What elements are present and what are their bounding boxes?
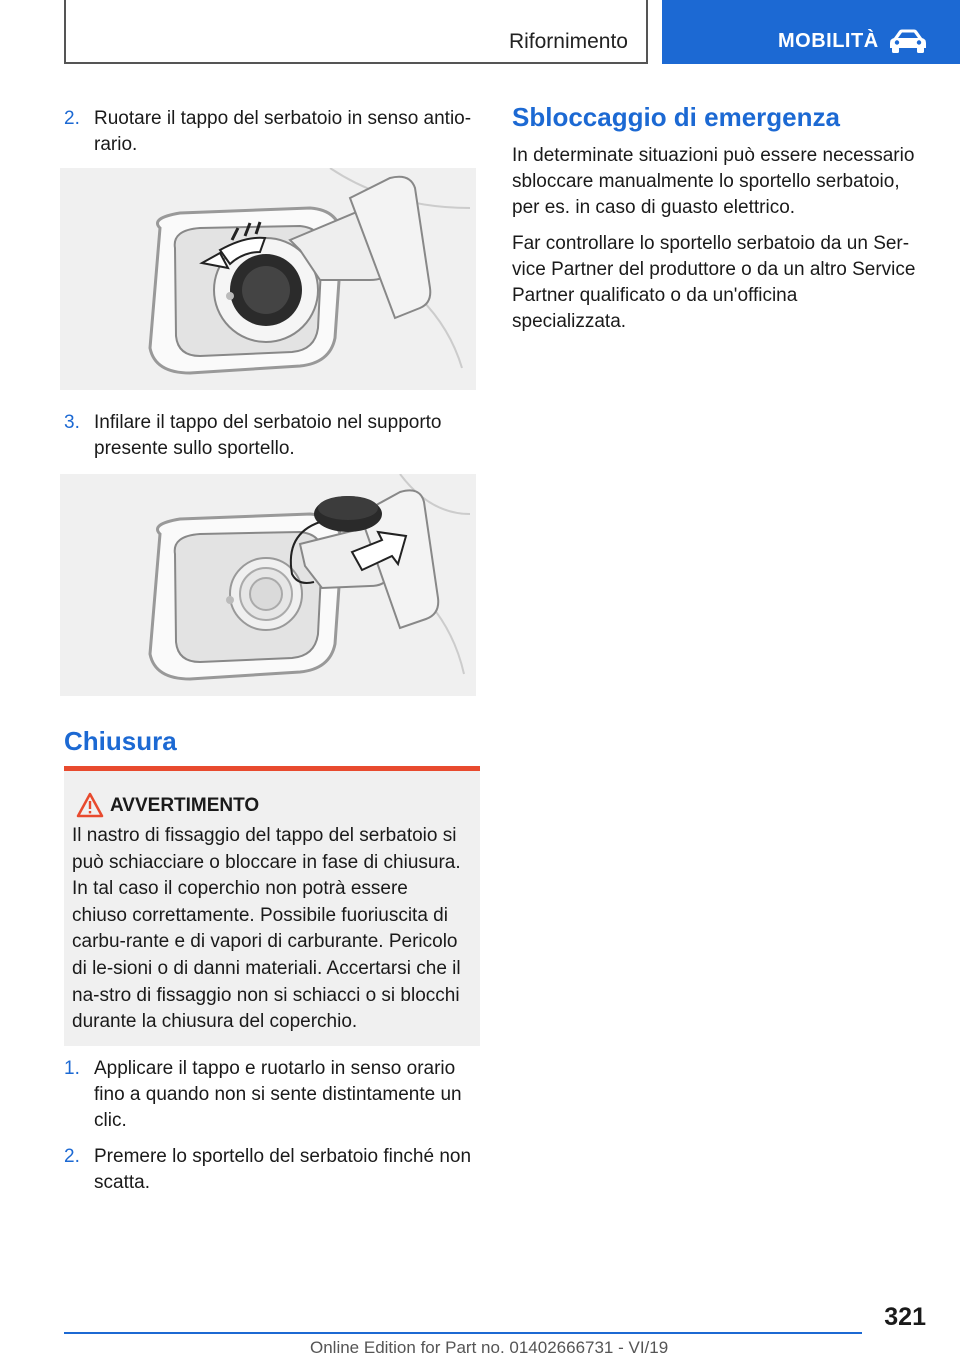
- footer-edition-text: Online Edition for Part no. 01402666731 - VI/19: [310, 1338, 669, 1357]
- step-list-top: [64, 106, 478, 168]
- step-text: Premere lo sportello del serbatoio finché non scatta.: [94, 1146, 472, 1193]
- fuel-cap-rotate-illustration: [60, 168, 476, 390]
- header-section-box: [64, 0, 648, 64]
- step-text: Applicare il tappo e ruotarlo in senso orario fino a quando non si sente distintamente un clic.: [94, 1058, 462, 1131]
- paragraph: Far controllare lo sportello serbatoio da un Ser-vice Partner del produttore o da un altro Service Partner qualificato o da un'officina specializzata.: [512, 233, 916, 332]
- fuel-cap-holder-illustration: [60, 474, 476, 696]
- car-icon: [888, 28, 928, 54]
- paragraph: In determinate situazioni può essere necessario sbloccare manualmente lo sportello serbatoio, per es. in caso di guasto elettrico.: [512, 145, 915, 218]
- chapter-tab-label: MOBILITÀ: [778, 30, 879, 52]
- step-text: Infilare il tappo del serbatoio nel supporto presente sullo sportello.: [94, 412, 442, 459]
- warning-triangle-icon: [76, 792, 104, 824]
- warning-title-text: AVVERTIMENTO: [110, 795, 260, 816]
- section-heading-emergency: Sbloccaggio di emergenza: [512, 102, 840, 132]
- step-item: [64, 1056, 478, 1134]
- step-text: Ruotare il tappo del serbatoio in senso antio-rario.: [94, 108, 472, 155]
- step-number: 2.: [64, 108, 80, 129]
- chapter-tab[interactable]: [662, 0, 960, 64]
- step-item: [64, 1144, 478, 1196]
- figure-cap-rotation: [60, 168, 476, 390]
- step-item: [64, 106, 478, 158]
- footer-divider: [64, 1332, 862, 1334]
- right-column: [512, 102, 916, 345]
- figure-cap-holder: [60, 474, 476, 696]
- section-heading-closing: Chiusura: [64, 726, 177, 756]
- header-section-title: Rifornimento: [508, 30, 628, 53]
- page-number: 321: [884, 1303, 926, 1331]
- step-number: 3.: [64, 412, 80, 433]
- warning-title: [72, 795, 468, 817]
- step-number: 1.: [64, 1058, 80, 1079]
- warning-box: [64, 766, 480, 1046]
- step-item: [64, 410, 478, 462]
- warning-text: Il nastro di fissaggio del tappo del serbatoio si può schiacciare o bloccare in fase di chiusura. In tal caso il coperchio non potrà essere chiuso correttamente. Possibile fuoriuscita di carbu-rante e di vapori di carburante. Pericolo di le-sioni o di danni materiali. Accertarsi che il na-stro di fissaggio non si schiacci o si blocchi durante la chiusura del coperchio.: [72, 825, 461, 1033]
- step-list-top-2: [64, 410, 478, 472]
- step-list-closing: [64, 1056, 478, 1206]
- step-number: 2.: [64, 1146, 80, 1167]
